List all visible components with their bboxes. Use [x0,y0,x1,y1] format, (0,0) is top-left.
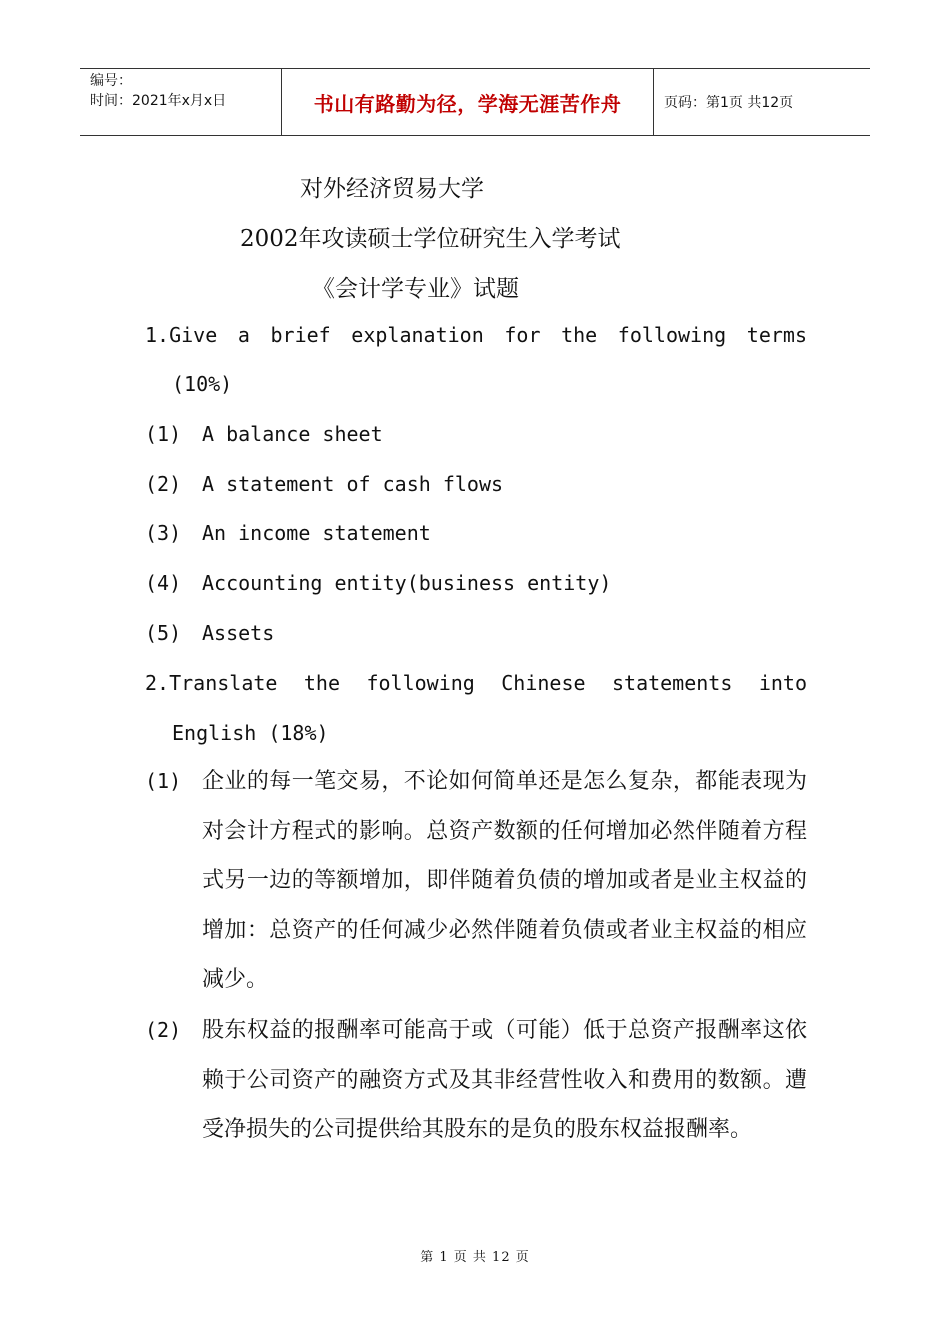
item-number: (2) [145,1018,182,1042]
question-1-line2: (10%) [172,372,233,396]
item-number: (1) [145,422,182,446]
header-page-info: 页码：第1页 共12页 [664,95,794,111]
item-number: (1) [145,769,182,793]
translation-item-2 [145,1006,807,1155]
list-item [145,621,274,645]
item-text: A balance sheet [202,422,383,446]
page-footer: 第 1 页 共 12 页 [420,1250,530,1265]
subject-title: 《会计学专业》试题 [312,276,519,302]
item-text: 企业的每一笔交易，不论如何简单还是怎么复杂，都能表现为对会计方程式的影响。总资产数额的任何增加必然伴随着方程式另一边的等额增加，即伴随着负债的增加或者是业主权益的增加：总资产的任何减少必然伴随着负债或者业主权益的相应减少。 [202,769,807,992]
number-label: 编号： [90,73,132,89]
list-item [145,571,611,595]
exam-title: 2002年攻读硕士学位研究生入学考试 [240,226,621,252]
list-item [145,472,503,496]
page-header [80,68,870,136]
university-title: 对外经济贸易大学 [300,176,484,202]
item-text: 股东权益的报酬率可能高于或（可能）低于总资产报酬率这依赖于公司资产的融资方式及其非经营性收入和费用的数额。遭受净损失的公司提供给其股东的是负的股东权益报酬率。 [202,1018,807,1142]
item-number: (3) [145,521,182,545]
item-number: (5) [145,621,182,645]
question-2-line2: English (18%) [172,721,329,745]
list-item [145,521,431,545]
question-1-line1: 1.Give a brief explanation for the following terms [145,323,807,347]
translation-item-1 [145,757,807,1005]
item-text: Accounting entity(business entity) [202,571,612,595]
item-text: A statement of cash flows [202,472,504,496]
list-item [145,422,383,446]
item-number: (4) [145,571,182,595]
header-meta [80,69,282,135]
header-motto: 书山有路勤为径，学海无涯苦作舟 [282,69,654,135]
item-text: An income statement [202,521,431,545]
time-label: 时间：2021年x月x日 [90,93,227,109]
question-2-line1: 2.Translate the following Chinese statements into [145,671,807,695]
item-text: Assets [202,621,275,645]
item-number: (2) [145,472,182,496]
